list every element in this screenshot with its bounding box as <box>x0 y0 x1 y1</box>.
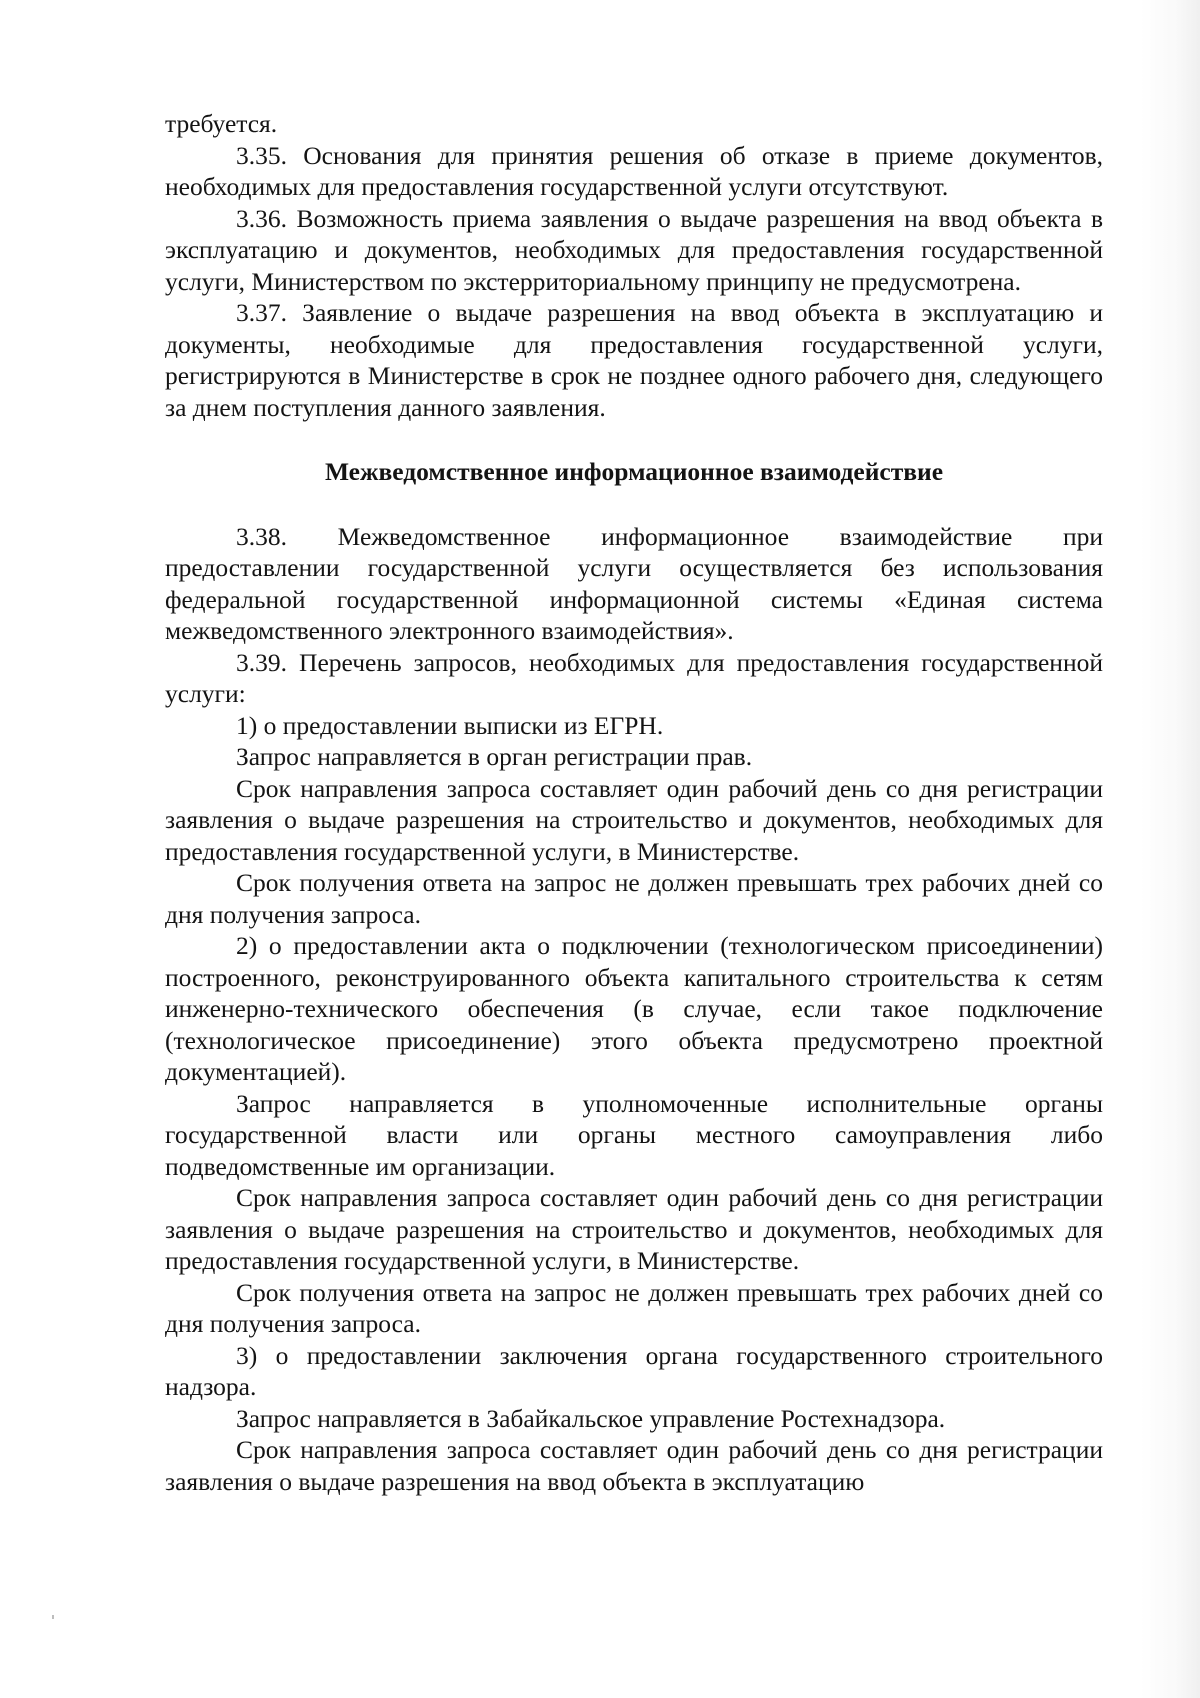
scan-speck <box>52 1615 54 1619</box>
list-item-2: 2) о предоставлении акта о подключении (технологическом присоединении) построенного, реконструированного объекта капитального строительства к сетям инженерно-технического обеспечения (в случае, если такое подключение (технологическое присоединение) этого объекта предусмотрено проектной документацией). <box>165 931 1103 1086</box>
paragraph-response-deadline-1: Срок получения ответа на запрос не должен превышать трех рабочих дней со дня получения запроса. <box>165 868 1103 929</box>
list-item-1: 1) о предоставлении выписки из ЕГРН. <box>236 710 664 740</box>
paragraph-continuation: требуется. <box>165 109 278 138</box>
paragraph-request-recipient-2: Запрос направляется в уполномоченные исполнительные органы государственной власти или органы местного самоуправления либо подведомственные им организации. <box>165 1088 1103 1181</box>
paragraph-request-deadline-3: Срок направления запроса составляет один рабочий день со дня регистрации заявления о выдаче разрешения на ввод объекта в эксплуатацию <box>165 1435 1103 1496</box>
scan-edge-shadow <box>1140 0 1200 1698</box>
paragraph-3-37: 3.37. Заявление о выдаче разрешения на ввод объекта в эксплуатацию и документы, необходимые для предоставления государственной услуги, регистрируются в Министерстве в срок не позднее одного рабочего дня, следующего за днем поступления данного заявления. <box>165 298 1103 422</box>
paragraph-3-38: 3.38. Межведомственное информационное взаимодействие при предоставлении государственной услуги осуществляется без использования федеральной государственной информационной системы «Единая система межведомственного электронного взаимодействия». <box>165 521 1103 645</box>
paragraph-3-36: 3.36. Возможность приема заявления о выдаче разрешения на ввод объекта в эксплуатацию и документов, необходимых для предоставления государственной услуги, Министерством по экстерриториальному принципу не предусмотрена. <box>165 203 1103 296</box>
section-heading: Межведомственное информационное взаимодействие <box>324 457 944 486</box>
paragraph-3-39: 3.39. Перечень запросов, необходимых для предоставления государственной услуги: <box>165 647 1103 708</box>
paragraph-3-35: 3.35. Основания для принятия решения об отказе в приеме документов, необходимых для предоставления государственной услуги отсутствуют. <box>165 140 1103 201</box>
document-body <box>165 108 1103 1497</box>
paragraph-request-deadline-2: Срок направления запроса составляет один рабочий день со дня регистрации заявления о выдаче разрешения на строительство и документов, необходимых для предоставления государственной услуги, в Министерстве. <box>165 1183 1103 1275</box>
paragraph-request-recipient-3: Запрос направляется в Забайкальское управление Ростехнадзора. <box>236 1403 946 1433</box>
paragraph-response-deadline-2: Срок получения ответа на запрос не должен превышать трех рабочих дней со дня получения запроса. <box>165 1277 1103 1338</box>
paragraph-request-recipient-1: Запрос направляется в орган регистрации прав. <box>236 742 753 771</box>
paragraph-request-deadline-1: Срок направления запроса составляет один рабочий день со дня регистрации заявления о выдаче разрешения на строительство и документов, необходимых для предоставления государственной услуги, в Министерстве. <box>165 773 1103 866</box>
list-item-3: 3) о предоставлении заключения органа государственного строительного надзора. <box>165 1340 1103 1401</box>
